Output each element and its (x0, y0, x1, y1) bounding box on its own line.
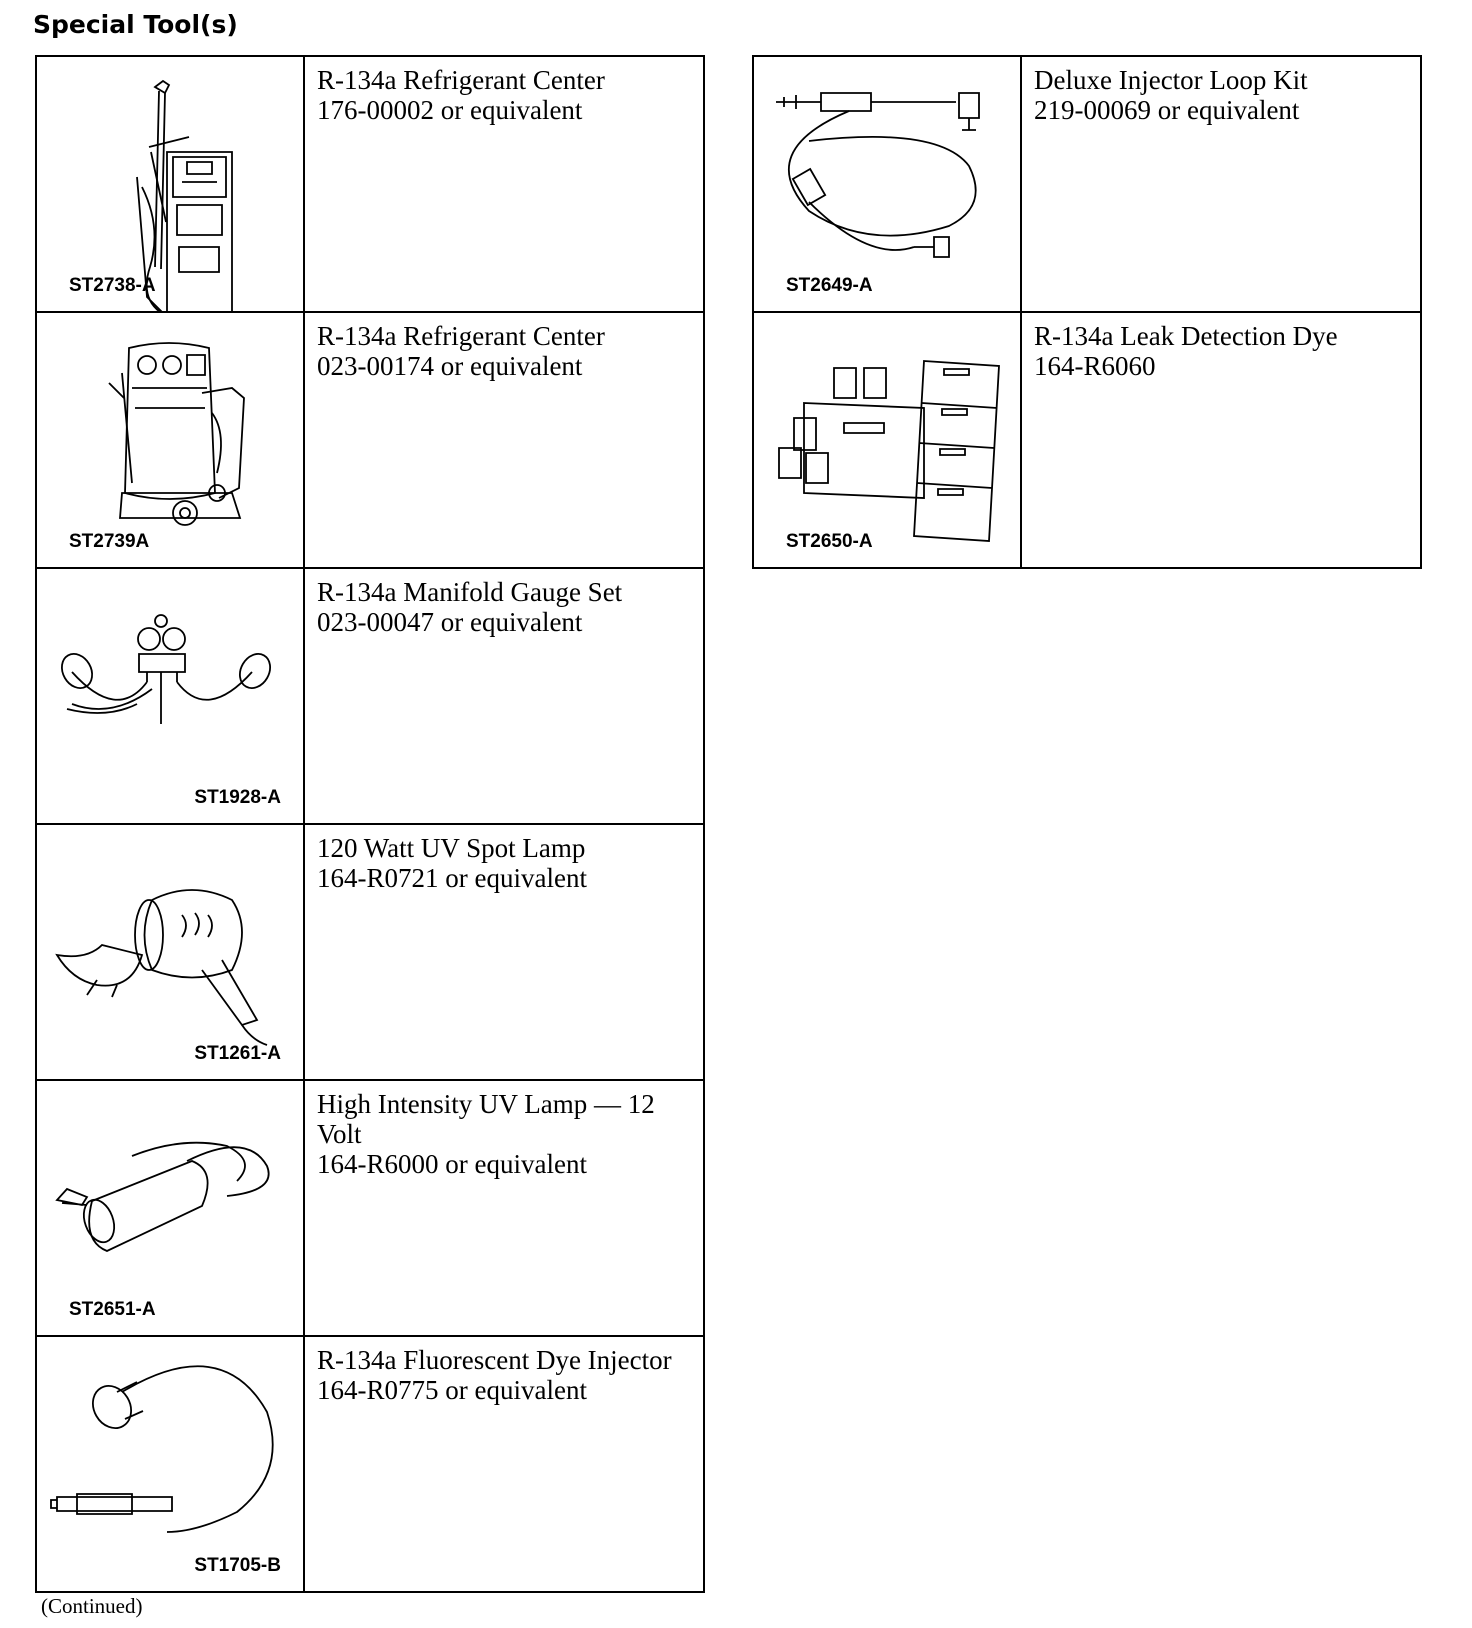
tool-row (36, 824, 704, 1080)
tool-name: 120 Watt UV Spot Lamp (317, 833, 586, 863)
tool-illustration-cell (36, 312, 304, 568)
tool-illustration-cell (36, 1080, 304, 1336)
tool-description-cell (304, 1080, 704, 1336)
tool-row (753, 312, 1421, 568)
tool-part-number: 164-R0721 or equivalent (317, 863, 587, 893)
tool-name: Deluxe Injector Loop Kit (1034, 65, 1308, 95)
tool-code: ST1261-A (194, 1043, 281, 1064)
tool-description-cell (304, 824, 704, 1080)
tool-description-cell (304, 56, 704, 312)
tool-illustration-cell (753, 56, 1021, 312)
tool-row (753, 56, 1421, 312)
tool-part-number: 023-00047 or equivalent (317, 607, 583, 637)
tool-part-number: 219-00069 or equivalent (1034, 95, 1300, 125)
tool-description-cell (1021, 56, 1421, 312)
special-tools-table-right (752, 55, 1422, 569)
continued-note: (Continued) (41, 1594, 143, 1618)
tool-part-number: 176-00002 or equivalent (317, 95, 583, 125)
tool-part-number: 164-R6060 (1034, 351, 1156, 381)
tool-name: R-134a Refrigerant Center (317, 321, 605, 351)
tool-name: R-134a Fluorescent Dye Injector (317, 1345, 672, 1375)
tool-name: High Intensity UV Lamp — 12 Volt (317, 1089, 655, 1149)
tool-name: R-134a Leak Detection Dye (1034, 321, 1338, 351)
tool-description-cell (304, 568, 704, 824)
tool-row (36, 568, 704, 824)
tool-code: ST1705-B (194, 1555, 281, 1576)
tool-illustration-cell (36, 56, 304, 312)
tool-illustration-cell (753, 312, 1021, 568)
tool-part-number: 164-R0775 or equivalent (317, 1375, 587, 1405)
tool-part-number: 164-R6000 or equivalent (317, 1149, 587, 1179)
tool-code: ST2650-A (786, 531, 873, 552)
tool-code: ST2738-A (69, 275, 156, 296)
tool-row (36, 56, 704, 312)
tool-row (36, 1336, 704, 1592)
special-tools-table-left (35, 55, 705, 1593)
tool-code: ST1928-A (194, 787, 281, 808)
tool-description-cell (1021, 312, 1421, 568)
tool-name: R-134a Manifold Gauge Set (317, 577, 623, 607)
tool-illustration-cell (36, 1336, 304, 1592)
tool-description-cell (304, 312, 704, 568)
tool-code: ST2649-A (786, 275, 873, 296)
tool-code: ST2651-A (69, 1299, 156, 1320)
tool-code: ST2739A (69, 531, 150, 552)
tool-illustration-cell (36, 568, 304, 824)
tool-part-number: 023-00174 or equivalent (317, 351, 583, 381)
tool-row (36, 1080, 704, 1336)
tool-name: R-134a Refrigerant Center (317, 65, 605, 95)
tool-row (36, 312, 704, 568)
section-heading: Special Tool(s) (33, 10, 238, 39)
tool-description-cell (304, 1336, 704, 1592)
tool-illustration-cell (36, 824, 304, 1080)
